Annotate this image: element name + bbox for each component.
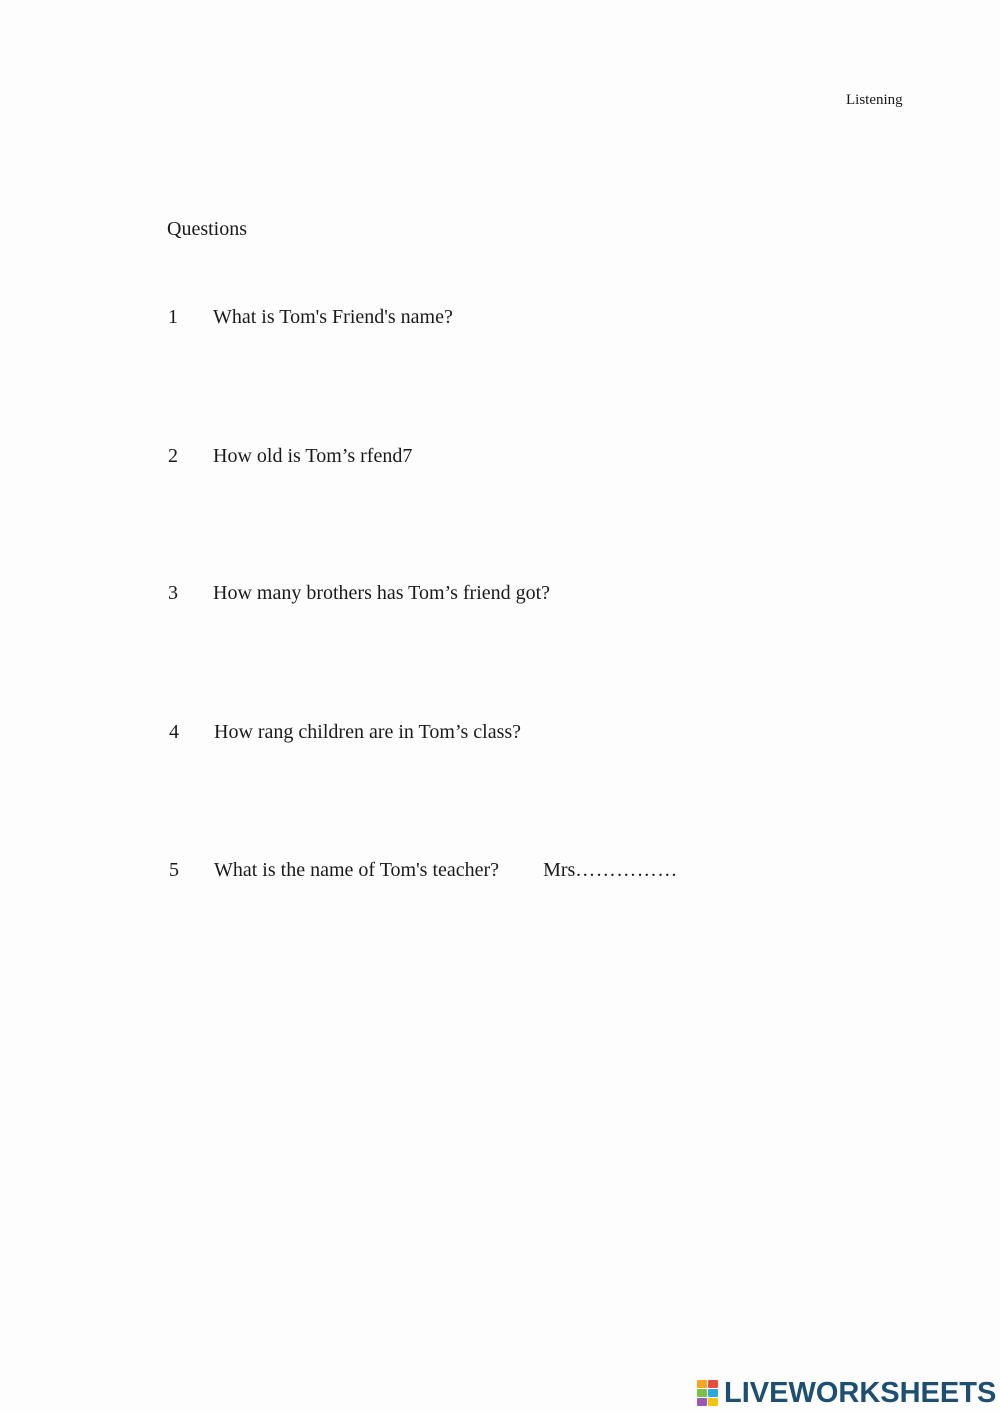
section-title: Questions <box>167 218 247 240</box>
answer-blank[interactable]: …………… <box>575 859 678 881</box>
question-4 <box>169 721 521 744</box>
answer-prefix: Mrs <box>543 859 576 881</box>
logo-block <box>708 1398 718 1406</box>
question-text: What is Tom's Friend's name? <box>213 306 453 328</box>
logo-block <box>697 1389 707 1397</box>
liveworksheets-logo <box>697 1378 996 1408</box>
question-5 <box>169 859 678 882</box>
logo-block <box>708 1380 718 1388</box>
question-text: What is the name of Tom's teacher? <box>214 859 500 881</box>
question-1 <box>168 306 453 329</box>
question-text: How rang children are in Tom’s class? <box>214 721 522 743</box>
question-number: 4 <box>169 721 179 743</box>
logo-block <box>697 1380 707 1388</box>
question-number: 5 <box>169 859 179 881</box>
logo-block <box>708 1389 718 1397</box>
header-label: Listening <box>846 92 903 108</box>
question-2 <box>168 445 412 468</box>
question-number: 1 <box>168 306 178 328</box>
question-text: How many brothers has Tom’s friend got? <box>213 582 551 604</box>
question-number: 3 <box>168 582 178 604</box>
liveworksheets-logo-icon <box>697 1380 721 1406</box>
question-3 <box>168 582 550 605</box>
logo-text: LIVEWORKSHEETS <box>724 1377 997 1409</box>
logo-block <box>697 1398 707 1406</box>
question-number: 2 <box>168 445 178 467</box>
question-text: How old is Tom’s rfend7 <box>213 445 413 467</box>
